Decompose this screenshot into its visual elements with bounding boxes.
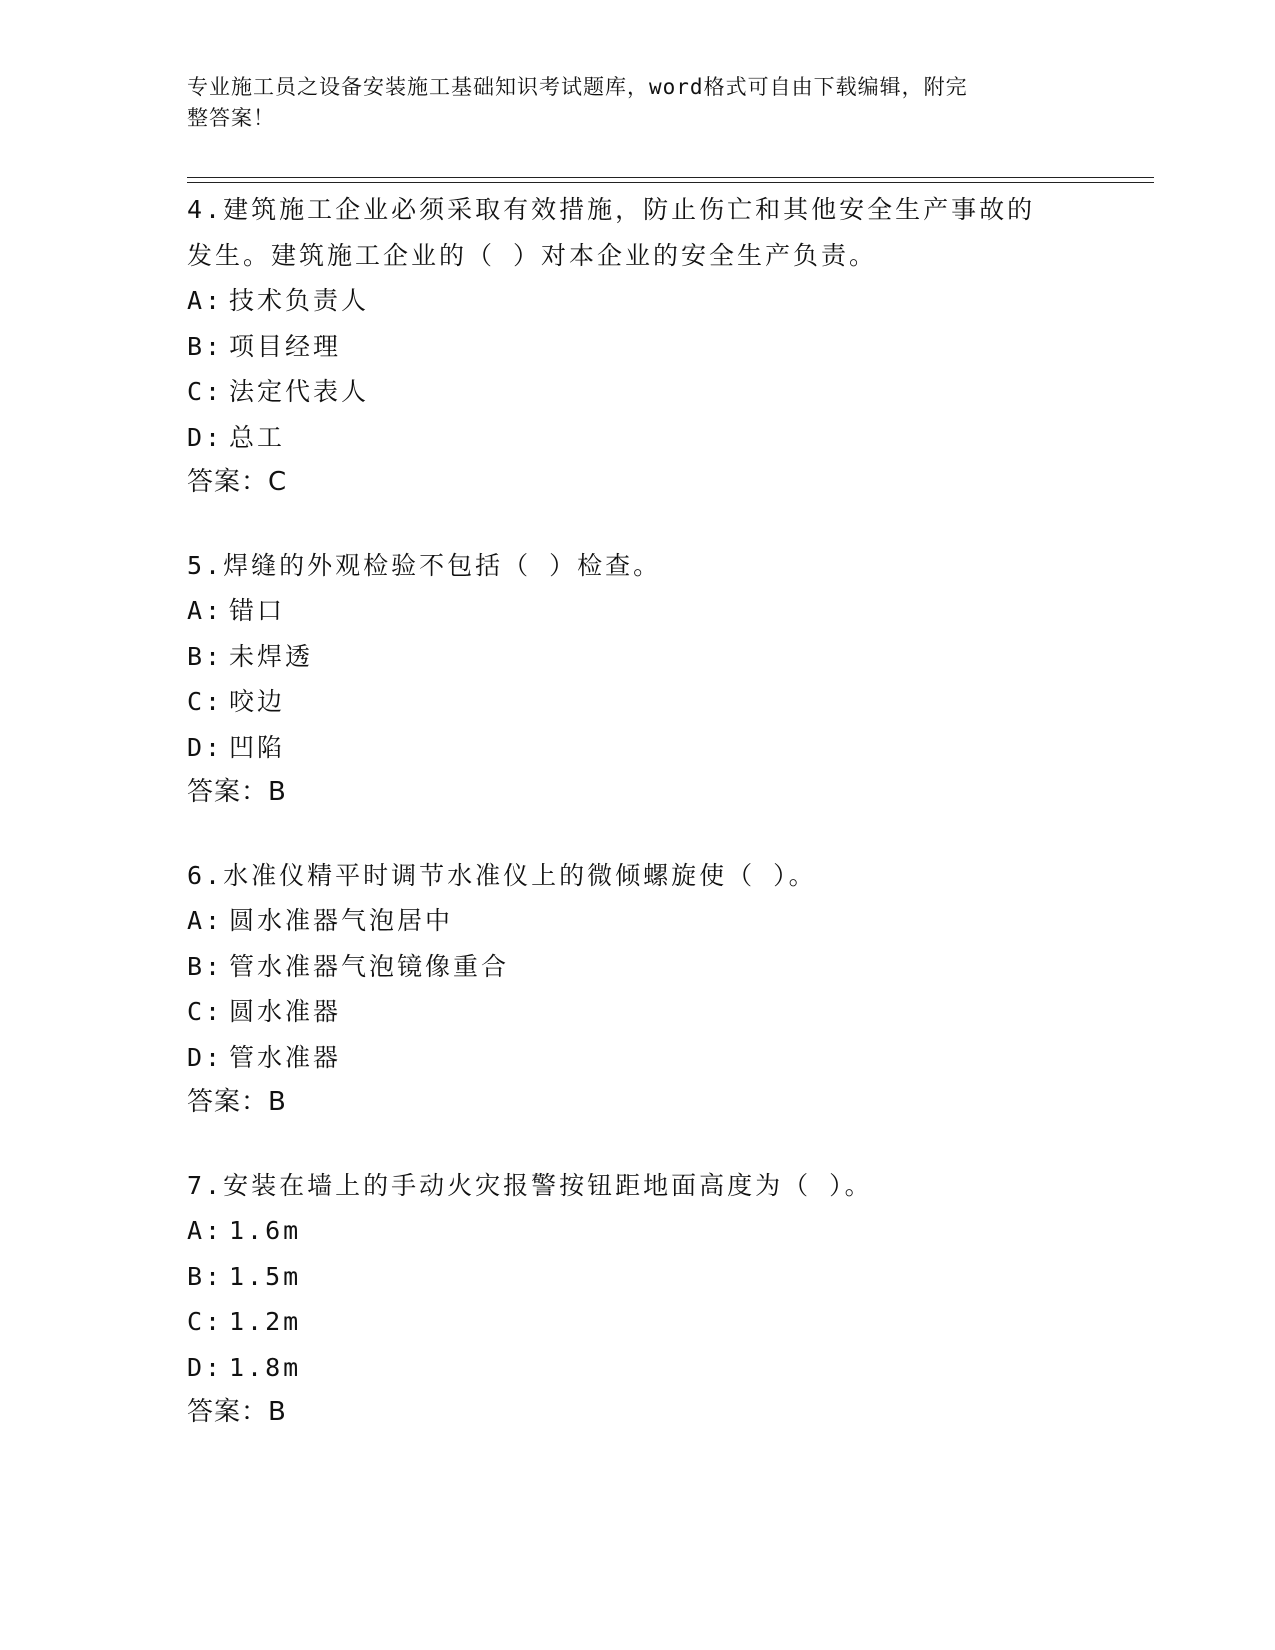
answer-label: 答案：B <box>187 777 287 807</box>
header-divider-bottom <box>187 182 1154 183</box>
option-a <box>187 588 1087 634</box>
option-d <box>187 1345 1087 1391</box>
question-stem-line: 6.水准仪精平时调节水准仪上的微倾螺旋使（ ）。 <box>187 860 817 890</box>
header-line-2: 整答案！ <box>187 106 275 130</box>
option-key: D: <box>187 1352 224 1382</box>
option-key: B: <box>187 951 224 981</box>
option-a <box>187 898 1087 944</box>
option-text: 管水准器 <box>229 1042 342 1072</box>
option-a <box>187 1208 1087 1254</box>
option-b <box>187 324 1087 370</box>
question-stem-line: 7.安装在墙上的手动火灾报警按钮距地面高度为（ ）。 <box>187 1170 873 1200</box>
option-text: 技术负责人 <box>229 286 370 315</box>
option-text: 未焊透 <box>229 641 314 671</box>
option-c <box>187 989 1087 1035</box>
option-text: 圆水准器气泡居中 <box>229 906 454 935</box>
option-d <box>187 1035 1087 1081</box>
option-a <box>187 278 1087 324</box>
question-7 <box>187 1163 1087 1436</box>
option-key: B: <box>187 1261 224 1291</box>
answer-label: 答案：B <box>187 1397 287 1427</box>
option-text: 项目经理 <box>229 331 342 361</box>
header-line-1: 专业施工员之设备安装施工基础知识考试题库，word格式可自由下载编辑，附完 <box>187 75 968 99</box>
question-6 <box>187 853 1087 1126</box>
option-c <box>187 679 1087 725</box>
question-stem-line: 发生。建筑施工企业的（ ）对本企业的安全生产负责。 <box>187 240 878 270</box>
option-key: B: <box>187 641 224 671</box>
question-4 <box>187 187 1087 506</box>
option-text: 1.2m <box>229 1307 302 1336</box>
option-key: D: <box>187 422 224 452</box>
option-text: 1.8m <box>229 1352 302 1382</box>
header-divider-top <box>187 177 1154 178</box>
option-key: D: <box>187 1042 224 1072</box>
option-key: C: <box>187 377 224 406</box>
option-key: B: <box>187 331 224 361</box>
option-key: C: <box>187 687 224 716</box>
option-text: 管水准器气泡镜像重合 <box>229 951 510 981</box>
option-key: A: <box>187 596 224 625</box>
option-d <box>187 415 1087 461</box>
option-key: D: <box>187 732 224 762</box>
option-text: 圆水准器 <box>229 997 342 1026</box>
option-b <box>187 944 1087 990</box>
question-list <box>187 187 1087 1473</box>
question-stem-line: 5.焊缝的外观检验不包括（ ）检查。 <box>187 550 662 580</box>
option-text: 总工 <box>229 422 286 452</box>
option-key: C: <box>187 997 224 1026</box>
document-header <box>187 72 1067 134</box>
option-text: 1.6m <box>229 1216 302 1245</box>
option-key: A: <box>187 286 224 315</box>
question-5 <box>187 543 1087 816</box>
answer-label: 答案：B <box>187 1087 287 1117</box>
option-text: 1.5m <box>229 1261 302 1291</box>
option-c <box>187 369 1087 415</box>
option-key: A: <box>187 1216 224 1245</box>
option-text: 咬边 <box>229 687 286 716</box>
option-text: 法定代表人 <box>229 377 370 406</box>
option-d <box>187 725 1087 771</box>
option-text: 凹陷 <box>229 732 286 762</box>
option-b <box>187 634 1087 680</box>
option-text: 错口 <box>229 596 286 625</box>
answer-label: 答案：C <box>187 467 288 497</box>
option-key: A: <box>187 906 224 935</box>
option-c <box>187 1299 1087 1345</box>
option-key: C: <box>187 1307 224 1336</box>
question-stem-line: 4.建筑施工企业必须采取有效措施，防止伤亡和其他安全生产事故的 <box>187 195 1036 224</box>
option-b <box>187 1254 1087 1300</box>
